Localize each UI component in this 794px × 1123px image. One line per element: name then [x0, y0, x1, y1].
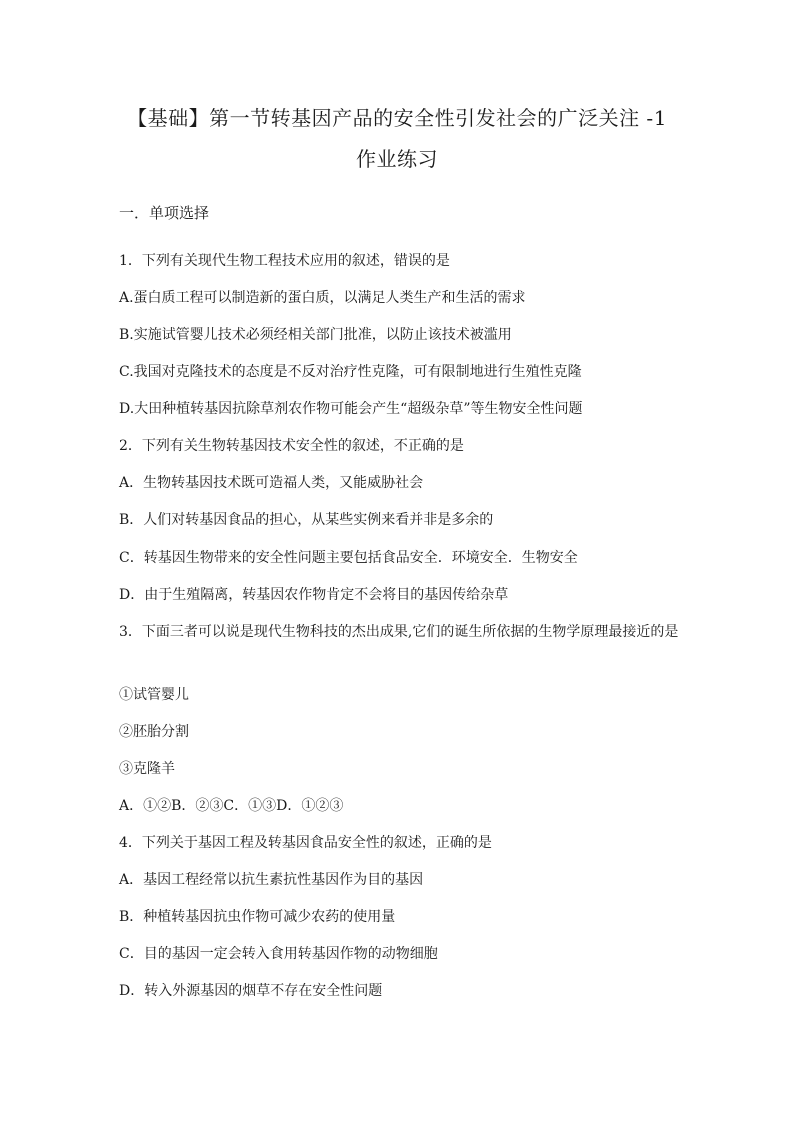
question-1-option-a: A.蛋白质工程可以制造新的蛋白质，以满足人类生产和生活的需求 [119, 290, 526, 306]
document-title-line-2: 作业练习 [356, 147, 438, 171]
question-2-option-d: D．由于生殖隔离，转基因农作物肯定不会将目的基因传给杂草 [119, 587, 509, 603]
question-3-item-1: ①试管婴儿 [119, 687, 189, 703]
section-heading: 一．单项选择 [119, 204, 210, 222]
question-3-options: A．①②B．②③C．①③D．①②③ [119, 798, 344, 814]
question-1-stem: 1．下列有关现代生物工程技术应用的叙述，错误的是 [119, 253, 450, 269]
question-1-option-b: B.实施试管婴儿技术必须经相关部门批准，以防止该技术被滥用 [119, 327, 512, 343]
question-2-option-c: C．转基因生物带来的安全性问题主要包括食品安全．环境安全．生物安全 [119, 550, 578, 566]
question-3-item-3: ③克隆羊 [119, 761, 175, 777]
question-1-option-c: C.我国对克隆技术的态度是不反对治疗性克隆，可有限制地进行生殖性克隆 [119, 364, 582, 380]
question-3-item-2: ②胚胎分割 [119, 724, 189, 740]
question-4-option-d: D．转入外源基因的烟草不存在安全性问题 [119, 983, 383, 999]
question-2-option-b: B．人们对转基因食品的担心，从某些实例来看并非是多余的 [119, 512, 494, 528]
question-2-option-a: A．生物转基因技术既可造福人类，又能威胁社会 [119, 475, 424, 491]
question-3-stem: 3．下面三者可以说是现代生物科技的杰出成果,它们的诞生所依据的生物学原理最接近的是 [119, 624, 679, 640]
question-2-stem: 2．下列有关生物转基因技术安全性的叙述，不正确的是 [119, 438, 464, 454]
question-4-option-b: B．种植转基因抗虫作物可减少农药的使用量 [119, 909, 396, 925]
document-title-line-1: 【基础】第一节转基因产品的安全性引发社会的广泛关注 -1 [127, 106, 667, 130]
question-4-stem: 4．下列关于基因工程及转基因食品安全性的叙述，正确的是 [119, 835, 492, 851]
question-4-option-c: C．目的基因一定会转入食用转基因作物的动物细胞 [119, 946, 438, 962]
question-4-option-a: A．基因工程经常以抗生素抗性基因作为目的基因 [119, 872, 424, 888]
question-1-option-d: D.大田种植转基因抗除草剂农作物可能会产生“超级杂草”等生物安全性问题 [119, 401, 583, 417]
